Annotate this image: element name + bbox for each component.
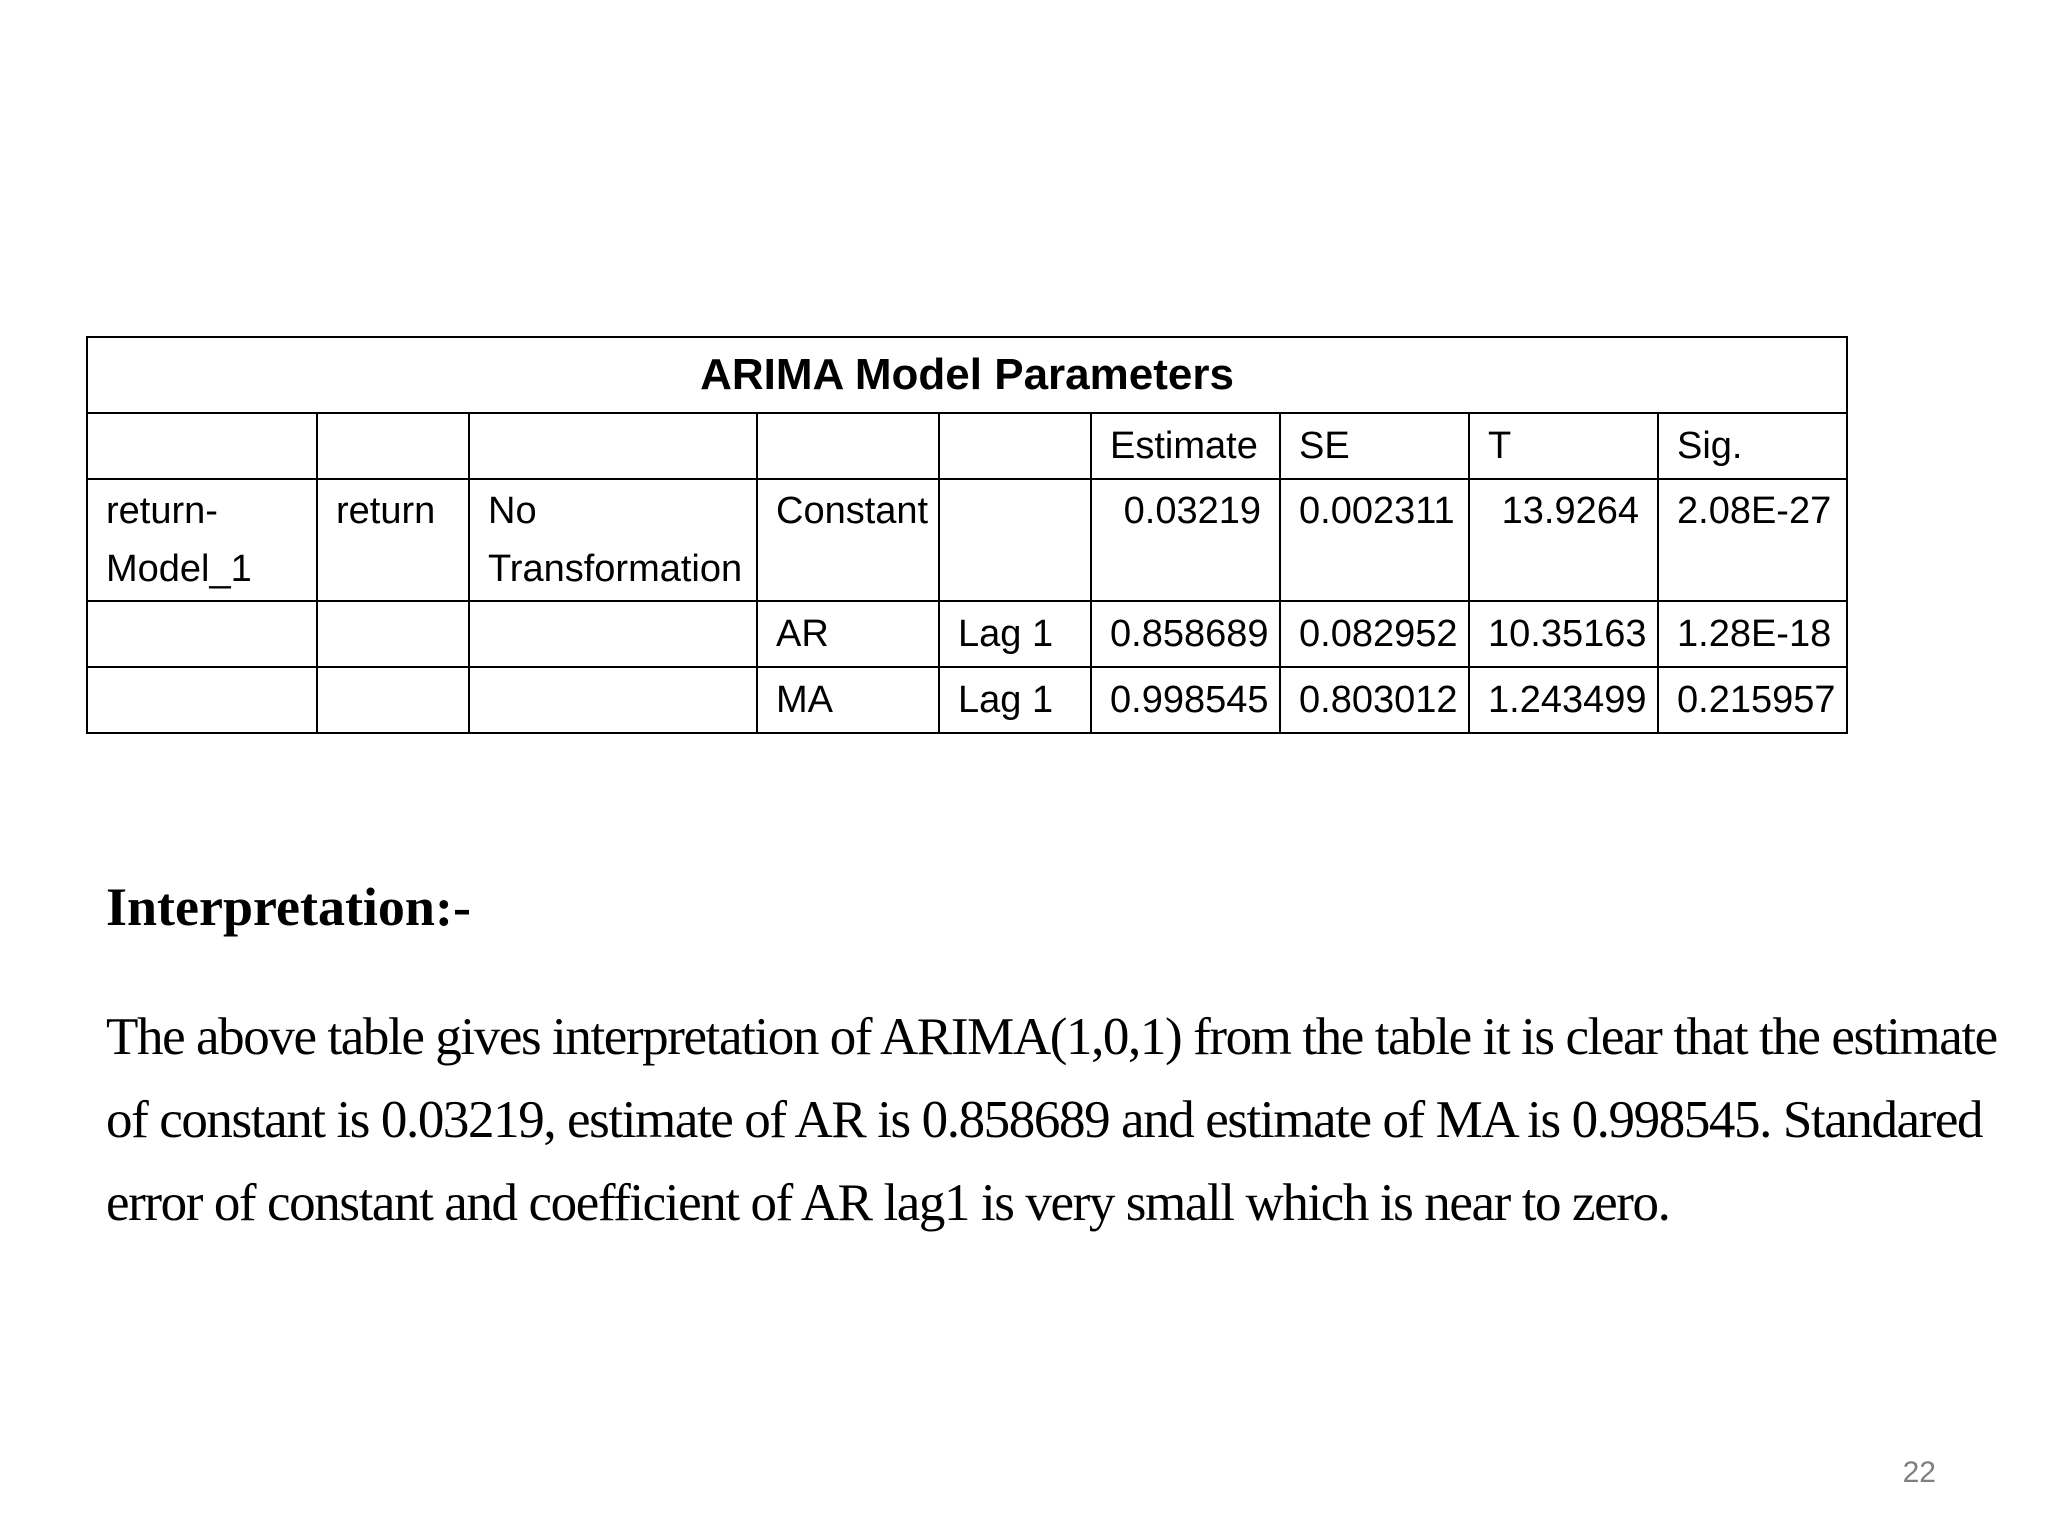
header-sig: Sig. [1658, 413, 1847, 479]
transformation-cell [469, 667, 757, 733]
parameter-cell: MA [757, 667, 939, 733]
table-row [87, 479, 1847, 601]
lag-cell [939, 479, 1091, 601]
table-header-row [87, 413, 1847, 479]
series-cell: return [317, 479, 469, 601]
lag-cell: Lag 1 [939, 667, 1091, 733]
estimate-cell: 0.998545 [1091, 667, 1280, 733]
t-cell: 10.35163 [1469, 601, 1658, 667]
sig-cell: 2.08E-27 [1658, 479, 1847, 601]
estimate-cell: 0.03219 [1091, 479, 1280, 601]
paragraph-line: of constant is 0.03219, estimate of AR is 0.858689 and estimate of MA is 0.998545. Standared [106, 1091, 1983, 1149]
transformation-cell: No Transformation [469, 479, 757, 601]
interpretation-paragraph [106, 996, 2046, 1245]
table-row [87, 667, 1847, 733]
header-cell [87, 413, 317, 479]
lag-cell: Lag 1 [939, 601, 1091, 667]
paragraph-line: The above table gives interpretation of ARIMA(1,0,1) from the table it is clear that the estimate [106, 1008, 1997, 1066]
table-title-row [87, 337, 1847, 413]
t-cell: 13.9264 [1469, 479, 1658, 601]
parameter-cell: Constant [757, 479, 939, 601]
model-cell [87, 667, 317, 733]
series-cell [317, 667, 469, 733]
interpretation-heading: Interpretation:- [106, 877, 471, 937]
header-cell [469, 413, 757, 479]
sig-cell: 1.28E-18 [1658, 601, 1847, 667]
model-cell: return-Model_1 [87, 479, 317, 601]
header-cell [939, 413, 1091, 479]
t-cell: 1.243499 [1469, 667, 1658, 733]
parameter-cell: AR [757, 601, 939, 667]
table-title: ARIMA Model Parameters [87, 337, 1847, 413]
estimate-cell: 0.858689 [1091, 601, 1280, 667]
page-number: 22 [1902, 1456, 1936, 1489]
paragraph-line: error of constant and coefficient of AR lag1 is very small which is near to zero. [106, 1174, 1670, 1232]
se-cell: 0.002311 [1280, 479, 1469, 601]
se-cell: 0.082952 [1280, 601, 1469, 667]
header-t: T [1469, 413, 1658, 479]
transformation-cell [469, 601, 757, 667]
table-row [87, 601, 1847, 667]
sig-cell: 0.215957 [1658, 667, 1847, 733]
series-cell [317, 601, 469, 667]
header-se: SE [1280, 413, 1469, 479]
header-cell [317, 413, 469, 479]
header-estimate: Estimate [1091, 413, 1280, 479]
arima-parameters-table [86, 336, 1848, 734]
header-cell [757, 413, 939, 479]
se-cell: 0.803012 [1280, 667, 1469, 733]
model-cell [87, 601, 317, 667]
